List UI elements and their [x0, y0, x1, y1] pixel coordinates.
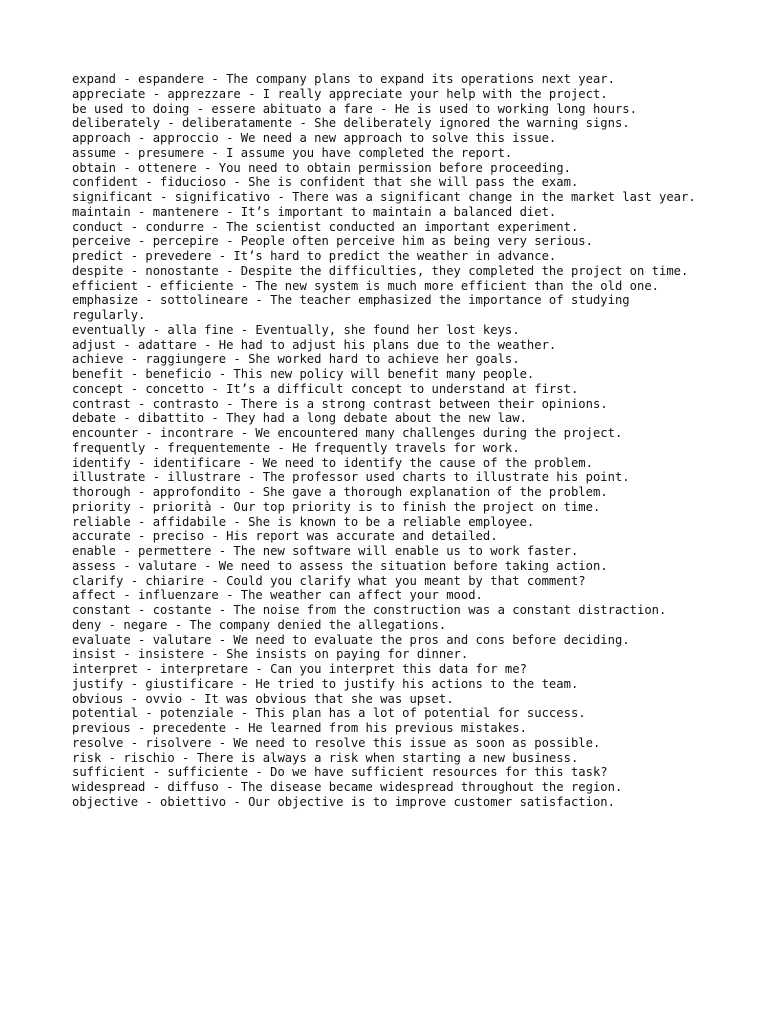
- vocabulary-entry: insist - insistere - She insists on paying for dinner.: [72, 647, 469, 662]
- vocabulary-entry: enable - permettere - The new software will enable us to work faster.: [72, 544, 579, 558]
- vocabulary-entry: conduct - condurre - The scientist conducted an important experiment.: [72, 219, 579, 234]
- vocabulary-entry: despite - nonostante - Despite the difficulties, they completed the project on time.: [72, 263, 689, 278]
- vocabulary-entry: frequently - frequentemente - He frequently travels for work.: [72, 440, 520, 455]
- vocabulary-entry: widespread - diffuso - The disease became widespread throughout the region.: [72, 780, 623, 794]
- vocabulary-entry: previous - precedente - He learned from his previous mistakes.: [72, 721, 527, 735]
- vocabulary-entry: perceive - percepire - People often perceive him as being very serious.: [72, 234, 593, 249]
- vocabulary-entry: objective - obiettivo - Our objective is to improve customer satisfaction.: [72, 794, 615, 809]
- vocabulary-entry: concept - concetto - It’s a difficult concept to understand at first.: [72, 381, 579, 396]
- vocabulary-entry: expand - espandere - The company plans to expand its operations next year.: [72, 72, 615, 86]
- vocabulary-entry: constant - costante - The noise from the construction was a constant distraction.: [72, 603, 667, 617]
- vocabulary-entry: benefit - beneficio - This new policy will benefit many people.: [72, 367, 535, 381]
- vocabulary-entry: identify - identificare - We need to identify the cause of the problem.: [72, 455, 593, 470]
- vocabulary-entry: debate - dibattito - They had a long debate about the new law.: [72, 411, 527, 426]
- vocabulary-entry: confident - fiducioso - She is confident that she will pass the exam.: [72, 175, 579, 190]
- vocabulary-entry: affect - influenzare - The weather can affect your mood.: [72, 588, 483, 603]
- vocabulary-entry: efficient - efficiente - The new system is much more efficient than the old one.: [72, 278, 659, 293]
- vocabulary-entry: predict - prevedere - It’s hard to predict the weather in advance.: [72, 249, 557, 263]
- vocabulary-entry: resolve - risolvere - We need to resolve this issue as soon as possible.: [72, 735, 601, 750]
- vocabulary-entry: assume - presumere - I assume you have completed the report.: [72, 145, 513, 160]
- vocabulary-entry: be used to doing - essere abituato a fare - He is used to working long hours.: [72, 101, 637, 116]
- vocabulary-entry: eventually - alla fine - Eventually, she found her lost keys.: [72, 322, 520, 337]
- vocabulary-entry: reliable - affidabile - She is known to be a reliable employee.: [72, 514, 535, 529]
- vocabulary-entry: potential - potenziale - This plan has a lot of potential for success.: [72, 706, 586, 721]
- vocabulary-entry: thorough - approfondito - She gave a thorough explanation of the problem.: [72, 485, 608, 499]
- vocabulary-entry: obtain - ottenere - You need to obtain permission before proceeding.: [72, 160, 571, 175]
- vocabulary-entry: risk - rischio - There is always a risk when starting a new business.: [72, 750, 579, 765]
- vocabulary-entry: clarify - chiarire - Could you clarify what you meant by that comment?: [72, 573, 586, 588]
- vocabulary-entry: deny - negare - The company denied the allegations.: [72, 617, 447, 632]
- vocabulary-entry: significant - significativo - There was a significant change in the market last year.: [72, 190, 696, 204]
- vocabulary-entry: justify - giustificare - He tried to justify his actions to the team.: [72, 676, 579, 691]
- vocabulary-entry: obvious - ovvio - It was obvious that she was upset.: [72, 691, 454, 706]
- vocabulary-entry: illustrate - illustrare - The professor used charts to illustrate his point.: [72, 470, 630, 485]
- vocabulary-entry: appreciate - apprezzare - I really appreciate your help with the project.: [72, 86, 608, 101]
- vocabulary-entry: evaluate - valutare - We need to evaluate the pros and cons before deciding.: [72, 632, 630, 647]
- vocabulary-entry: priority - priorità - Our top priority is to finish the project on time.: [72, 499, 601, 514]
- vocabulary-entry: accurate - preciso - His report was accurate and detailed.: [72, 529, 498, 544]
- vocabulary-entry: adjust - adattare - He had to adjust his plans due to the weather.: [72, 337, 557, 352]
- vocabulary-entry: sufficient - sufficiente - Do we have sufficient resources for this task?: [72, 765, 608, 780]
- vocabulary-entry: achieve - raggiungere - She worked hard to achieve her goals.: [72, 352, 520, 367]
- vocabulary-entry: contrast - contrasto - There is a strong contrast between their opinions.: [72, 396, 608, 411]
- vocabulary-entry: assess - valutare - We need to assess the situation before taking action.: [72, 558, 608, 573]
- vocabulary-entry: approach - approccio - We need a new approach to solve this issue.: [72, 131, 557, 145]
- vocabulary-entry: encounter - incontrare - We encountered many challenges during the project.: [72, 426, 623, 440]
- vocabulary-entry: deliberately - deliberatamente - She deliberately ignored the warning signs.: [72, 116, 630, 131]
- vocabulary-entry: maintain - mantenere - It’s important to maintain a balanced diet.: [72, 204, 557, 219]
- vocabulary-entry: emphasize - sottolineare - The teacher emphasized the importance of studying regularly.: [72, 293, 637, 322]
- vocabulary-list: [72, 72, 696, 810]
- vocabulary-entry: interpret - interpretare - Can you interpret this data for me?: [72, 662, 527, 676]
